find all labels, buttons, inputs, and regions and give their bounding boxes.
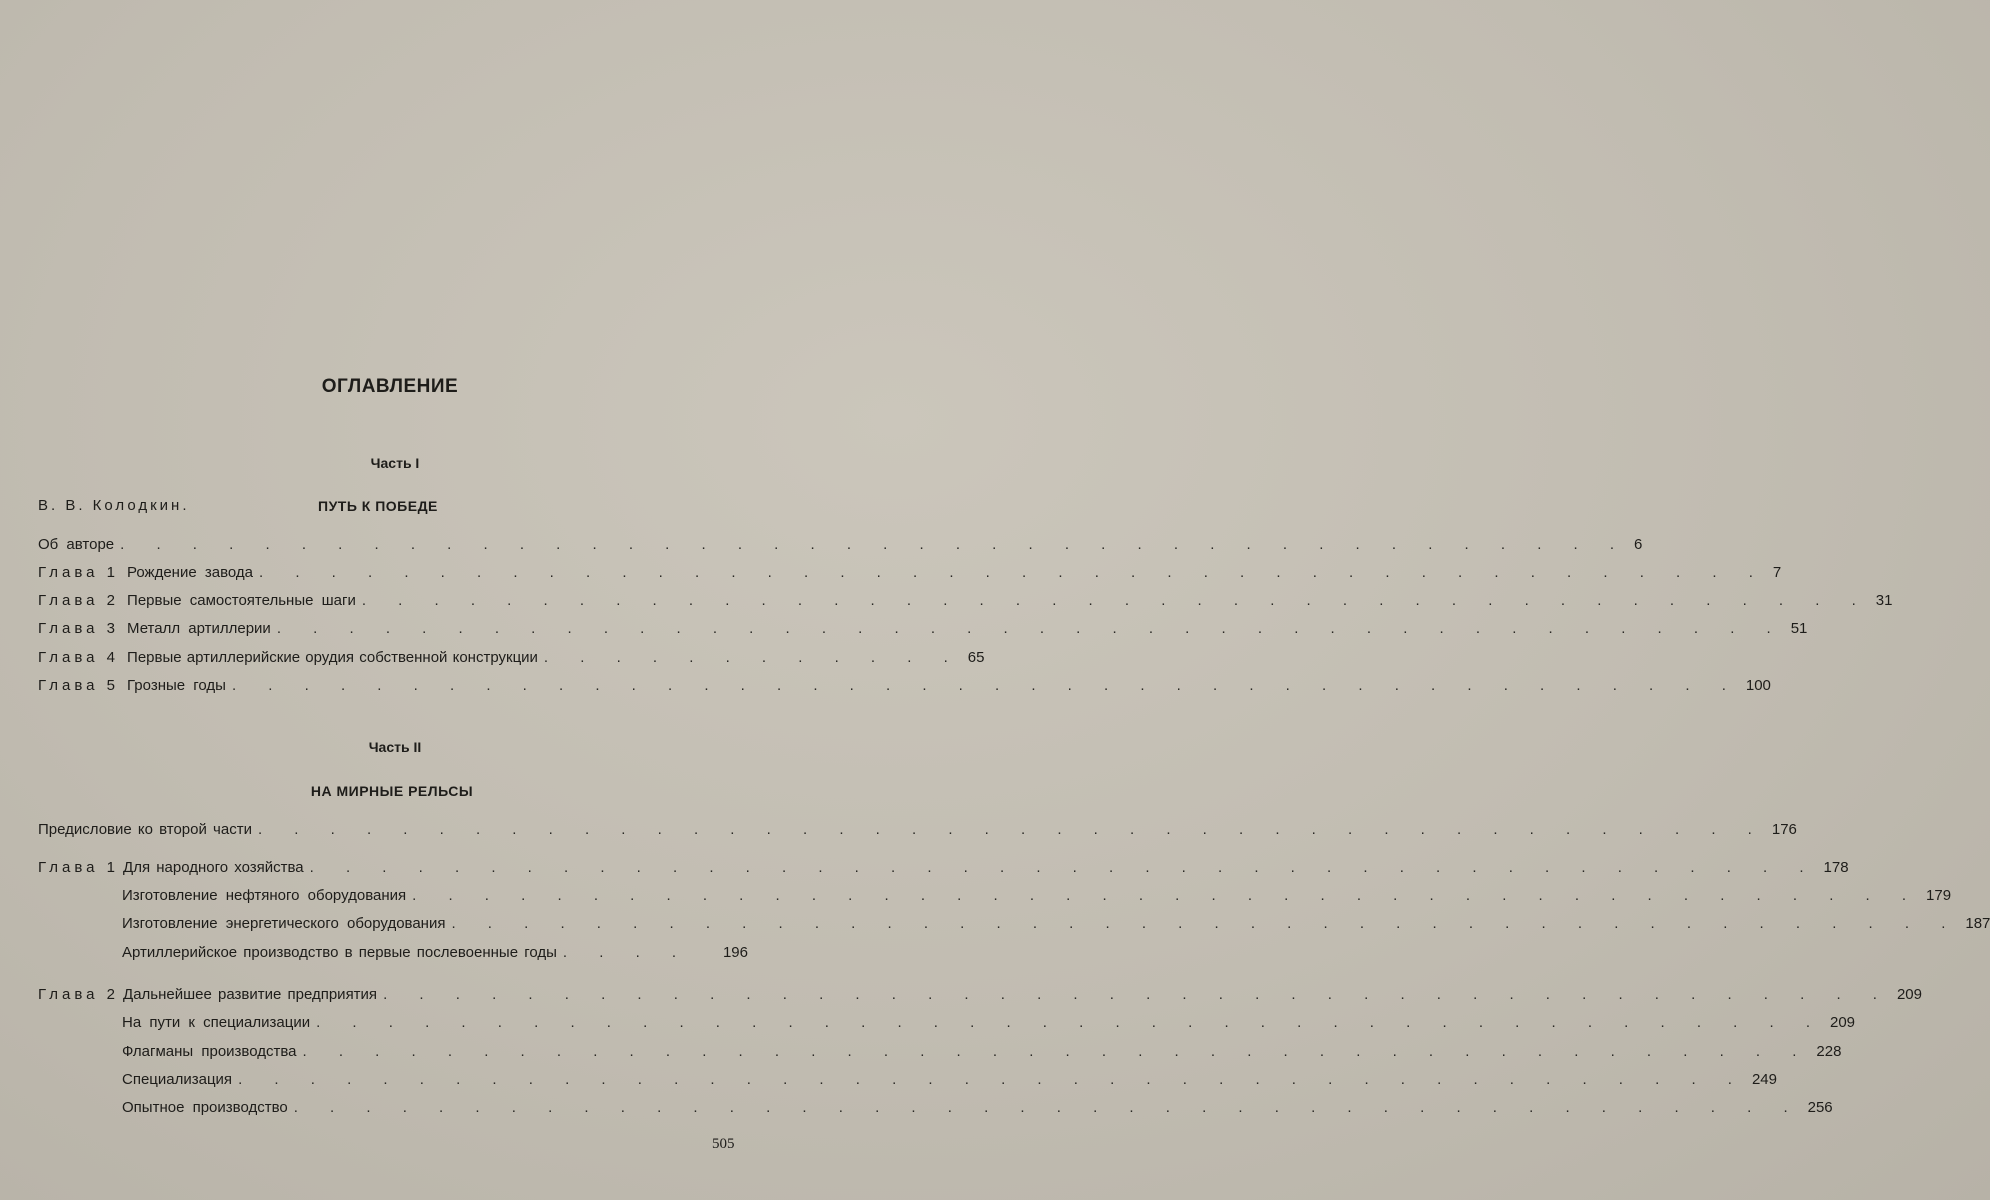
dot-leader: . . . . . . . . . . . . . . . . . . . . . . . . . . . . . . . . . . . . . . . . . . bbox=[238, 1071, 1746, 1088]
dot-leader: . . . . . . . . . . . . . . . . . . . . . . . . . . . . . . . . . . . . . . . . . . bbox=[258, 564, 1767, 581]
page-number: 65 bbox=[967, 649, 985, 666]
toc-section bbox=[122, 915, 1990, 937]
dot-leader: . . . . . . . . . . . . . . . . . . . . . . . . . . . . . . . . . . . . . . . . . . bbox=[302, 1043, 1811, 1060]
toc-section bbox=[122, 1071, 1777, 1093]
toc-entry-chapter-2 bbox=[38, 592, 1893, 614]
chapter-prefix: Глава 5 bbox=[38, 677, 120, 694]
toc-section bbox=[122, 1043, 1842, 1065]
dot-leader: . . . . . . . . . . . . . . . . . . . . . . . . . . . . . . . . . . . . . . . . . . bbox=[361, 592, 1870, 609]
toc-entry-part2-chapter-1 bbox=[38, 859, 1849, 881]
dot-leader: . . . . . . . . . . . . . . . . . . . . . . . . . . . . . . . . . . . . . . . . . . bbox=[257, 821, 1766, 838]
dot-leader: . . . . . . . . . . . . bbox=[543, 649, 962, 666]
toc-entry-preface bbox=[38, 821, 1797, 843]
entry-title: Изготовление нефтяного оборудования bbox=[122, 887, 407, 904]
dot-leader: . . . . . . . . . . . . . . . . . . . . . . . . . . . . . . . . . . . . . . . . . . bbox=[293, 1099, 1802, 1116]
entry-title: Предисловие ко второй части bbox=[38, 821, 252, 838]
dot-leader: . . . . . . . . . . . . . . . . . . . . . . . . . . . . . . . . . . . . . . . . . . bbox=[120, 536, 1629, 553]
chapter-prefix: Глава 2 bbox=[38, 986, 120, 1003]
toc-entry-chapter-1 bbox=[38, 564, 1782, 586]
page-number: 176 bbox=[1771, 821, 1797, 838]
page-number: 228 bbox=[1816, 1043, 1842, 1060]
page-number: 249 bbox=[1751, 1071, 1777, 1088]
dot-leader: . . . . . . . . . . . . . . . . . . . . . . . . . . . . . . . . . . . . . . . . . . bbox=[309, 859, 1818, 876]
entry-title: Дальнейшее развитие предприятия bbox=[123, 986, 378, 1003]
entry-title: Первые самостоятельные шаги bbox=[127, 592, 356, 609]
page-number: 178 bbox=[1823, 859, 1849, 876]
page-number: 209 bbox=[1830, 1014, 1856, 1031]
page-number: 7 bbox=[1772, 564, 1782, 581]
entry-title: Первые артиллерийские орудия собственной конструкции bbox=[127, 649, 538, 666]
toc-section bbox=[122, 1099, 1833, 1121]
part-1-heading: ПУТЬ К ПОБЕДЕ bbox=[318, 498, 438, 514]
toc-entry-chapter-4 bbox=[38, 649, 985, 671]
part-2-heading: НА МИРНЫЕ РЕЛЬСЫ bbox=[310, 783, 474, 799]
chapter-prefix: Глава 3 bbox=[38, 620, 120, 637]
page-number: 256 bbox=[1807, 1099, 1833, 1116]
chapter-prefix: Глава 2 bbox=[38, 592, 120, 609]
toc-entry-about-author bbox=[38, 536, 1643, 558]
toc-entry-part2-chapter-2 bbox=[38, 986, 1922, 1008]
toc-title: ОГЛАВЛЕНИЕ bbox=[321, 376, 459, 397]
page-folio: 505 bbox=[712, 1136, 735, 1152]
page-number: 51 bbox=[1790, 620, 1808, 637]
toc-section bbox=[122, 887, 1952, 909]
entry-title: На пути к специализации bbox=[122, 1014, 311, 1031]
page-number: 187 bbox=[1965, 915, 1990, 932]
author-name: В. В. Колодкин. bbox=[38, 497, 190, 514]
page-number: 100 bbox=[1745, 677, 1771, 694]
entry-title: Артиллерийское производство в первые послевоенные годы bbox=[122, 944, 557, 961]
dot-leader: . . . . . . . . . . . . . . . . . . . . . . . . . . . . . . . . . . . . . . . . . . bbox=[316, 1014, 1824, 1031]
dot-leader: . . . . . . . . . . . . . . . . . . . . . . . . . . . . . . . . . . . . . . . . . . bbox=[412, 887, 1921, 904]
page-number: 31 bbox=[1875, 592, 1893, 609]
toc-entry-chapter-5 bbox=[38, 677, 1771, 699]
entry-title: Изготовление энергетического оборудования bbox=[122, 915, 446, 932]
entry-title: Металл артиллерии bbox=[127, 620, 271, 637]
entry-title: Рождение завода bbox=[127, 564, 253, 581]
dot-leader: . . . . bbox=[562, 944, 691, 961]
entry-title: Об автоpe bbox=[38, 536, 115, 553]
part-2-label: Часть II bbox=[368, 739, 422, 755]
page-number: 196 bbox=[722, 944, 748, 961]
entry-title: Опытное производство bbox=[122, 1099, 288, 1116]
entry-title: Специализация bbox=[122, 1071, 233, 1088]
page-number: 209 bbox=[1896, 986, 1922, 1003]
entry-title: Грозные годы bbox=[127, 677, 226, 694]
chapter-prefix: Глава 1 bbox=[38, 564, 120, 581]
dot-leader: . . . . . . . . . . . . . . . . . . . . . . . . . . . . . . . . . . . . . . . . . . bbox=[383, 986, 1891, 1003]
toc-section bbox=[122, 1014, 1856, 1036]
part-1-label: Часть I bbox=[370, 455, 420, 471]
page-number: 6 bbox=[1634, 536, 1643, 553]
entry-title: Флагманы производства bbox=[122, 1043, 297, 1060]
dot-leader: . . . . . . . . . . . . . . . . . . . . . . . . . . . . . . . . . . . . . . . . . . bbox=[451, 915, 1960, 932]
chapter-prefix: Глава 4 bbox=[38, 649, 120, 666]
entry-title: Для народного хозяйства bbox=[123, 859, 304, 876]
toc-section bbox=[122, 944, 748, 966]
toc-entry-chapter-3 bbox=[38, 620, 1808, 642]
chapter-prefix: Глава 1 bbox=[38, 859, 120, 876]
dot-leader: . . . . . . . . . . . . . . . . . . . . . . . . . . . . . . . . . . . . . . . . . . bbox=[231, 677, 1740, 694]
page-number: 179 bbox=[1926, 887, 1952, 904]
dot-leader: . . . . . . . . . . . . . . . . . . . . . . . . . . . . . . . . . . . . . . . . . . bbox=[276, 620, 1785, 637]
